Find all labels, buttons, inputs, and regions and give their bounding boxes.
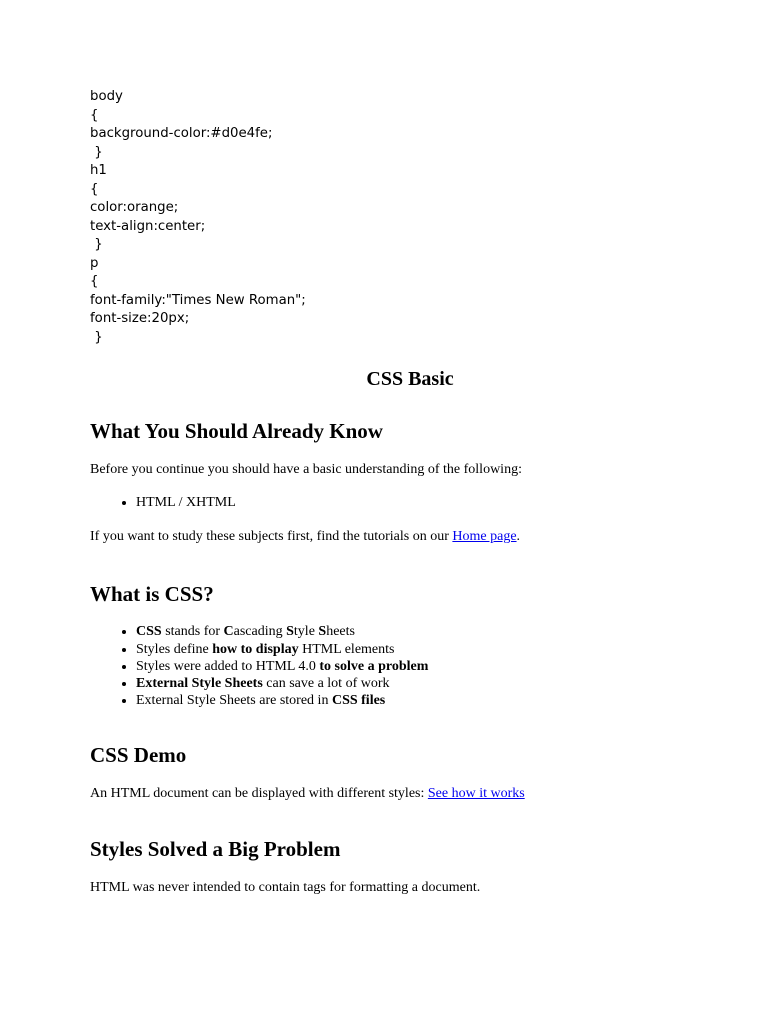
list-item (136, 641, 730, 658)
prerequisites-list (90, 494, 730, 511)
code-line: } (90, 144, 103, 160)
text: Styles define (136, 641, 213, 657)
code-line: h1 (90, 163, 107, 178)
text: ascading (233, 624, 287, 640)
css-facts-list (90, 623, 730, 709)
prerequisites-intro: Before you continue you should have a basic understanding of the following: (90, 462, 522, 477)
page-title: CSS Basic (366, 368, 454, 390)
code-line: } (90, 329, 103, 345)
text: can save a lot of work (262, 676, 390, 692)
text: heets (326, 624, 355, 640)
bold-text: External Style Sheets (136, 676, 263, 692)
code-line: background-color:#d0e4fe; (90, 126, 273, 141)
code-line: { (90, 107, 99, 123)
css-code-block (90, 88, 306, 347)
heading-what-you-should-know: What You Should Already Know (90, 419, 383, 443)
code-line: font-family:"Times New Roman"; (90, 292, 306, 308)
bold-text: S (286, 624, 294, 640)
heading-styles-solved: Styles Solved a Big Problem (90, 836, 341, 861)
text: External Style Sheets are stored in (136, 693, 332, 709)
list-item (136, 675, 730, 692)
code-line: body (90, 89, 123, 104)
bold-text: S (318, 624, 327, 640)
list-item (136, 692, 730, 709)
study-paragraph (90, 527, 730, 547)
code-line: } (90, 237, 103, 252)
text: Styles were added to HTML 4.0 (136, 658, 320, 674)
demo-paragraph (90, 784, 730, 804)
study-end: . (516, 529, 521, 545)
study-text: If you want to study these subjects first, find the tutorials on our (90, 529, 453, 545)
code-line: color:orange; (90, 200, 179, 215)
code-line: { (90, 274, 99, 289)
home-page-link[interactable]: Home page (452, 529, 517, 545)
bold-text: how to display (212, 641, 299, 657)
text: stands for (161, 624, 224, 640)
code-line: p (90, 255, 99, 271)
list-item (136, 658, 730, 675)
see-how-it-works-link[interactable]: See how it works (427, 785, 525, 801)
solved-paragraph: HTML was never intended to contain tags for formatting a document. (90, 879, 481, 895)
list-item (136, 623, 730, 640)
code-line: text-align:center; (90, 218, 206, 234)
document-body (90, 364, 730, 898)
heading-what-is-css: What is CSS? (90, 582, 214, 607)
code-line: font-size:20px; (90, 311, 190, 326)
bold-text: CSS files (331, 693, 386, 709)
bold-text: C (223, 624, 234, 640)
text: HTML elements (298, 641, 395, 657)
text: tyle (293, 624, 319, 640)
code-line: { (90, 181, 99, 197)
heading-css-demo: CSS Demo (90, 742, 187, 767)
list-item: • HTML / XHTML (136, 494, 730, 511)
bold-text: to solve a problem (319, 658, 429, 674)
demo-text: An HTML document can be displayed with different styles: (90, 785, 428, 801)
bold-text: CSS (136, 624, 162, 640)
